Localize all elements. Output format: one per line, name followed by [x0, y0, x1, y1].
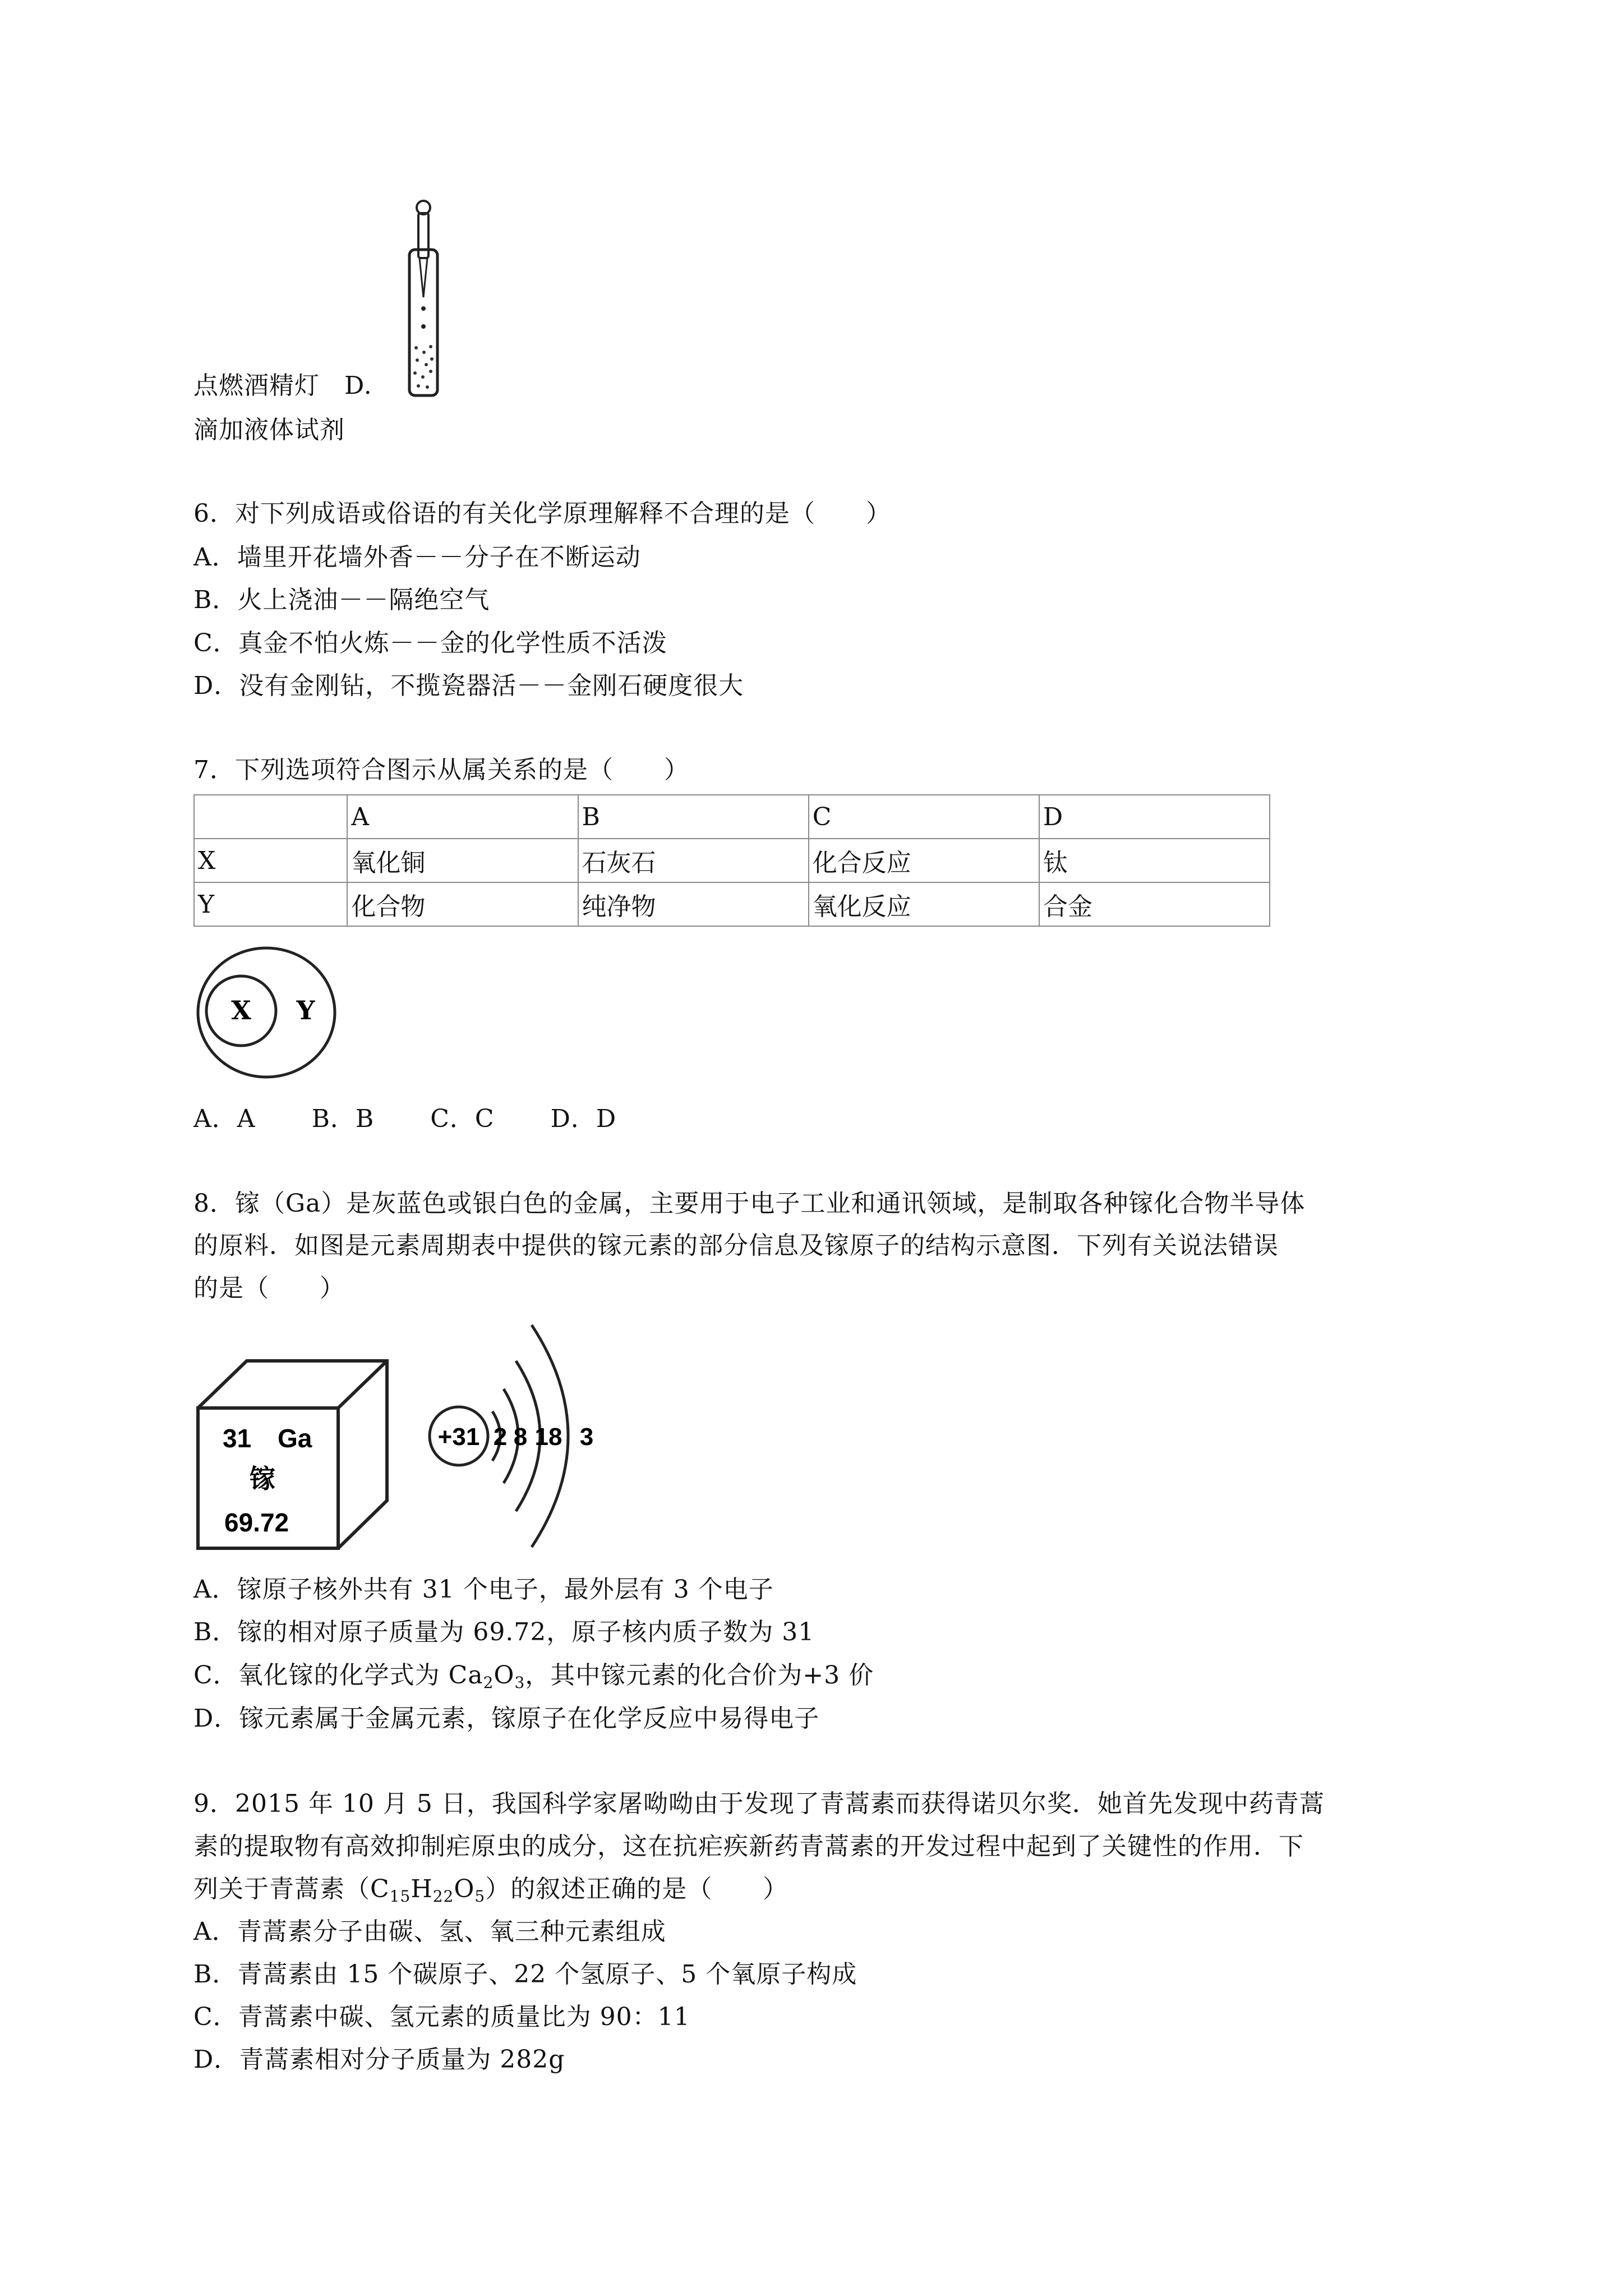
q7-option-c: C．C [430, 1105, 495, 1133]
q8-option-c: C．氧化镓的化学式为 $Ca_2O_3$，其中镓元素的化合价为+3 价 [193, 1661, 874, 1692]
q6-option-d: D．没有金刚钻，不揽瓷器活－－金刚石硬度很大 [193, 671, 744, 700]
q9-stem-line-1: 9．2015 年 10 月 5 日，我国科学家屠呦呦由于发现了青蒿素而获得诺贝尔奖．她首先发现中药青蒿 [193, 1789, 1325, 1818]
dropper-test-tube-figure [393, 196, 454, 398]
table-row [194, 839, 1270, 882]
table-cell: B [578, 795, 809, 839]
q9-option-a: A．青蒿素分子由碳、氢、氧三种元素组成 [193, 1917, 666, 1946]
table-row [194, 882, 1270, 926]
q8-option-a: A．镓原子核外共有 31 个电子，最外层有 3 个电子 [193, 1575, 774, 1604]
q7-venn-diagram [193, 942, 345, 1083]
table-header-row [194, 795, 1270, 839]
table-cell: X [194, 839, 347, 882]
q7-relation-table [193, 794, 1270, 927]
table-cell: C [809, 795, 1039, 839]
table-cell: D [1039, 795, 1270, 839]
q8-option-d: D．镓元素属于金属元素，镓原子在化学反应中易得电子 [193, 1704, 820, 1733]
table-cell: 钛 [1039, 839, 1270, 882]
q7-stem: 7．下列选项符合图示从属关系的是（ ） [193, 756, 689, 784]
shell-electrons-3: 18 [534, 1423, 562, 1451]
q8-stem-line-3: 的是（ ） [193, 1274, 345, 1303]
q9-stem-line-3: 列关于青蒿素$(C_{15}H_{22}O_5)$的叙述正确的是（ ） [193, 1875, 789, 1906]
table-cell: 化合物 [347, 882, 578, 926]
shell-electrons-2: 8 [513, 1423, 528, 1451]
atom-nucleus-charge: +31 [437, 1423, 480, 1451]
q8-option-b: B．镓的相对原子质量为 69.72，原子核内质子数为 31 [193, 1618, 815, 1646]
q7-option-d: D．D [550, 1105, 617, 1133]
q6-option-c: C．真金不怕火炼－－金的化学性质不活泼 [193, 629, 667, 657]
q6-option-a: A．墙里开花墙外香－－分子在不断运动 [193, 543, 641, 572]
element-name: 镓 [250, 1464, 275, 1494]
q8-stem-line-2: 的原料．如图是元素周期表中提供的镓元素的部分信息及镓原子的结构示意图．下列有关说法错误 [193, 1231, 1279, 1260]
q7-option-a: A．A [193, 1105, 256, 1133]
table-cell: 氧化反应 [809, 882, 1039, 926]
table-cell: 化合反应 [809, 839, 1039, 882]
table-cell: Y [194, 882, 347, 926]
table-cell: A [347, 795, 578, 839]
q6-option-b: B．火上浇油－－隔绝空气 [193, 586, 490, 614]
q7-options [193, 1102, 616, 1136]
q5-option-c-caption: 点燃酒精灯 D. [193, 371, 372, 400]
table-cell: 合金 [1039, 882, 1270, 926]
q7-option-b: B．B [311, 1105, 375, 1133]
q9-option-d: D．青蒿素相对分子质量为 282g [193, 2045, 565, 2074]
q5-option-d-label: D. [344, 371, 372, 400]
q9-option-c: C．青蒿素中碳、氢元素的质量比为 90：11 [193, 2003, 690, 2031]
gallium-atom-structure [426, 1307, 606, 1565]
q6-stem: 6．对下列成语或俗语的有关化学原理解释不合理的是（ ） [193, 499, 891, 528]
table-cell: 氧化铜 [347, 839, 578, 882]
q9-option-b: B．青蒿素由 15 个碳原子、22 个氢原子、5 个氧原子构成 [193, 1960, 857, 1989]
q9-stem-line-2: 素的提取物有高效抑制疟原虫的成分，这在抗疟疾新药青蒿素的开发过程中起到了关键性的作用．下 [193, 1832, 1304, 1861]
table-cell: 纯净物 [578, 882, 809, 926]
element-symbol: Ga [278, 1424, 312, 1453]
element-atomic-mass: 69.72 [224, 1508, 289, 1537]
shell-electrons-1: 2 [493, 1423, 508, 1451]
venn-label-y: Y [296, 995, 315, 1025]
gallium-element-card [193, 1358, 395, 1551]
q5-option-d-caption: 滴加液体试剂 [193, 416, 345, 444]
table-cell [194, 795, 347, 839]
element-atomic-number: 31 [223, 1424, 252, 1453]
shell-electrons-4: 3 [579, 1423, 594, 1451]
q8-stem-line-1: 8．镓（Ga）是灰蓝色或银白色的金属，主要用于电子工业和通讯领域，是制取各种镓化合物半导体 [193, 1189, 1306, 1218]
table-cell: 石灰石 [578, 839, 809, 882]
venn-label-x: X [231, 995, 251, 1025]
